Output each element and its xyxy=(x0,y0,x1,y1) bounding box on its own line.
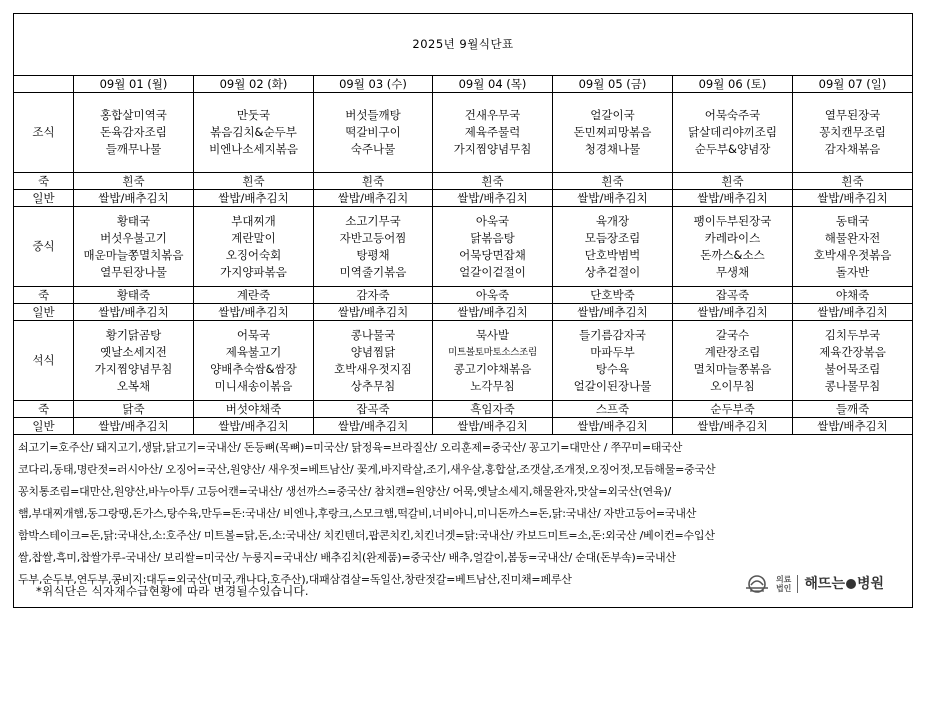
menu-cell xyxy=(793,321,913,401)
regular-meal-cell: 쌀밥/배추김치 xyxy=(314,418,433,435)
regular-meal-cell: 쌀밥/배추김치 xyxy=(74,304,194,321)
dish-item: 소고기무국 xyxy=(345,213,401,228)
date-header: 09월 03 (수) xyxy=(314,76,433,93)
dish-item: 미니새송이볶음 xyxy=(214,378,293,393)
dish-item: 청경채나물 xyxy=(584,142,641,156)
dish-item: 묵사발 xyxy=(475,327,510,342)
dish-item: 숙주나물 xyxy=(350,142,396,156)
date-header: 09월 07 (일) xyxy=(793,76,913,93)
dish-item: 비엔나소세지볶음 xyxy=(209,142,298,156)
menu-cell xyxy=(673,93,793,173)
porridge-cell: 흰죽 xyxy=(673,173,793,190)
date-header-row xyxy=(14,76,913,93)
menu-cell xyxy=(433,321,553,401)
dish-item: 호박새우젓볶음 xyxy=(813,247,892,262)
regular-meal-cell: 쌀밥/배추김치 xyxy=(673,418,793,435)
regular-meal-cell: 쌀밥/배추김치 xyxy=(553,304,673,321)
menu-cell xyxy=(74,321,194,401)
dish-item: 건새우무국 xyxy=(464,108,521,122)
dish-item: 돈육감자조림 xyxy=(100,125,167,139)
dish-item: 모듬장조림 xyxy=(584,230,641,245)
porridge-cell: 들깨죽 xyxy=(793,401,913,418)
lunch-row xyxy=(14,207,913,287)
origin-notes xyxy=(14,435,913,608)
menu-cell xyxy=(194,321,314,401)
dish-item: 팽이두부된장국 xyxy=(693,213,772,228)
dish-item: 상추겉절이 xyxy=(584,264,641,279)
porridge-cell: 흰죽 xyxy=(553,173,673,190)
dish-item: 제육불고기 xyxy=(225,344,282,359)
porridge-cell: 계란죽 xyxy=(194,287,314,304)
regular-meal-cell: 쌀밥/배추김치 xyxy=(793,190,913,207)
dish-item: 육개장 xyxy=(595,213,630,228)
logo-corp-label: 의료 법인 xyxy=(775,575,792,593)
logo-divider xyxy=(797,575,798,593)
meal-label-dinner: 석식 xyxy=(14,321,74,401)
regular-meal-cell: 쌀밥/배추김치 xyxy=(793,304,913,321)
dish-item: 돌자반 xyxy=(835,264,870,279)
origin-note-line: 꽁치통조림=대만산,원양산,바누아투/ 고등어캔=국내산/ 생선까스=중국산/ 참치캔=원양산/ 어묵,옛날소세지,해물완자,맛살=외국산(연육)/ xyxy=(18,485,672,498)
menu-cell xyxy=(314,321,433,401)
menu-cell xyxy=(793,93,913,173)
dish-item: 열무된장국 xyxy=(824,108,881,122)
page-title: 2025년 9월식단표 xyxy=(14,14,913,76)
lunch-porridge-row xyxy=(14,287,913,304)
logo-dot-icon xyxy=(846,579,856,589)
dish-item: 돈까스&소스 xyxy=(700,247,765,262)
dish-item: 단호박범벅 xyxy=(584,247,641,262)
dish-item: 오복채 xyxy=(116,378,151,393)
dish-item: 양념찜닭 xyxy=(350,344,396,359)
dish-item: 얼갈이국 xyxy=(590,108,635,122)
porridge-cell: 잡곡죽 xyxy=(673,287,793,304)
menu-cell xyxy=(673,207,793,287)
breakfast-regular-row xyxy=(14,190,913,207)
dish-item: 탕평채 xyxy=(356,247,390,262)
header-corner xyxy=(14,76,74,93)
dish-item: 오이무침 xyxy=(710,378,755,393)
dinner-porridge-row xyxy=(14,401,913,418)
regular-meal-cell: 쌀밥/배추김치 xyxy=(433,190,553,207)
dish-item: 김치두부국 xyxy=(824,327,881,342)
dish-item: 옛날소세지전 xyxy=(100,344,167,359)
menu-cell xyxy=(553,93,673,173)
meal-label-lunch: 중식 xyxy=(14,207,74,287)
porridge-cell: 흰죽 xyxy=(194,173,314,190)
menu-cell xyxy=(553,207,673,287)
dish-item: 들기름감자국 xyxy=(579,327,646,342)
dish-item: 순두부&양념장 xyxy=(694,142,771,156)
porridge-cell: 흰죽 xyxy=(433,173,553,190)
porridge-label: 죽 xyxy=(14,287,74,304)
dish-item: 아욱국 xyxy=(475,213,510,228)
porridge-label: 죽 xyxy=(14,401,74,418)
porridge-cell: 흰죽 xyxy=(74,173,194,190)
dish-item: 얼갈이된장나물 xyxy=(573,378,652,393)
dish-item: 매운마늘쫑멸치볶음 xyxy=(83,247,184,262)
dish-item: 가지찜양념무침 xyxy=(94,361,173,376)
dish-item: 홍합살미역국 xyxy=(100,108,167,122)
dish-item: 볶음김치&순두부 xyxy=(210,125,297,139)
dish-item: 갈국수 xyxy=(715,327,750,342)
regular-meal-cell: 쌀밥/배추김치 xyxy=(74,418,194,435)
dish-item: 만둣국 xyxy=(236,108,271,122)
dish-item: 미트볼토마토소스조림 xyxy=(448,346,537,358)
regular-meal-cell: 쌀밥/배추김치 xyxy=(553,190,673,207)
dish-item: 마파두부 xyxy=(590,344,635,359)
dish-item: 콩나물무침 xyxy=(824,378,881,393)
dish-item: 상추무침 xyxy=(350,378,396,393)
regular-meal-cell: 쌀밥/배추김치 xyxy=(793,418,913,435)
regular-meal-cell: 쌀밥/배추김치 xyxy=(74,190,194,207)
date-header: 09월 01 (월) xyxy=(74,76,194,93)
breakfast-porridge-row xyxy=(14,173,913,190)
origin-note-line: 쌀,찹쌀,흑미,찹쌀가루-국내산/ 보리쌀=미국산/ 누룽지=국내산/ 배추김치(완제품)=중국산/ 배추,얼갈이,봄동=국내산/ 순대(돈부속)=국내산 xyxy=(18,551,676,564)
dish-item: 어묵국 xyxy=(236,327,271,342)
footnote: *위식단은 식자재수급현황에 따라 변경될수있습니다. xyxy=(36,584,309,598)
porridge-cell: 순두부죽 xyxy=(673,401,793,418)
origin-note-line: 두부,순두부,연두부,콩비지:대두=외국산(미국,캐나다,호주산),대패삼겹살=독일산,창란젓갈=베트남산,진미채=페루산 xyxy=(18,573,572,586)
porridge-label: 죽 xyxy=(14,173,74,190)
porridge-cell: 흰죽 xyxy=(314,173,433,190)
dish-item: 멸치마늘쫑볶음 xyxy=(693,361,772,376)
menu-sheet xyxy=(13,13,912,693)
origin-note-line: 함박스테이크=돈,닭:국내산,소:호주산/ 미트볼=닭,돈,소:국내산/ 치킨텐더,팝콘치킨,치킨너겟=닭:국내산/ 카보드미트=소,돈:외국산 /베이컨=수입산 xyxy=(18,529,715,542)
dish-item: 부대찌개 xyxy=(231,213,276,228)
dish-item: 탕수육 xyxy=(595,361,630,376)
porridge-cell: 스프죽 xyxy=(553,401,673,418)
dish-item: 콩고기야채볶음 xyxy=(453,361,532,376)
porridge-cell: 단호박죽 xyxy=(553,287,673,304)
porridge-cell: 아욱죽 xyxy=(433,287,553,304)
regular-meal-cell: 쌀밥/배추김치 xyxy=(194,418,314,435)
porridge-cell: 흰죽 xyxy=(793,173,913,190)
menu-cell xyxy=(194,207,314,287)
regular-meal-cell: 쌀밥/배추김치 xyxy=(314,190,433,207)
dish-item: 가지양파볶음 xyxy=(220,264,287,279)
dinner-row xyxy=(14,321,913,401)
menu-cell xyxy=(314,93,433,173)
regular-meal-cell: 쌀밥/배추김치 xyxy=(433,418,553,435)
porridge-cell: 야채죽 xyxy=(793,287,913,304)
breakfast-row xyxy=(14,93,913,173)
date-header: 09월 06 (토) xyxy=(673,76,793,93)
dish-item: 어묵당면잡채 xyxy=(459,247,526,262)
dish-item: 카레라이스 xyxy=(704,230,761,245)
porridge-cell: 감자죽 xyxy=(314,287,433,304)
regular-meal-cell: 쌀밥/배추김치 xyxy=(673,190,793,207)
dish-item: 불어묵조림 xyxy=(824,361,881,376)
origin-note-line: 햄,부대찌개햄,동그랑땡,돈가스,탕수육,만두=돈:국내산/ 비엔나,후랑크,스모크햄,떡갈비,너비아니,미니돈까스=돈,닭:국내산/ 자반고등어=국내산 xyxy=(18,507,697,520)
dish-item: 호박새우젓지짐 xyxy=(334,361,412,376)
meal-label-breakfast: 조식 xyxy=(14,93,74,173)
regular-meal-cell: 쌀밥/배추김치 xyxy=(194,190,314,207)
logo-name: 해뜨는 병원 xyxy=(804,575,885,592)
menu-cell xyxy=(793,207,913,287)
dish-item: 해물완자전 xyxy=(824,230,881,245)
menu-table xyxy=(13,13,913,608)
regular-meal-cell: 쌀밥/배추김치 xyxy=(553,418,673,435)
dish-item: 꽁치캔무조림 xyxy=(819,125,886,139)
date-header: 09월 05 (금) xyxy=(553,76,673,93)
dinner-regular-row xyxy=(14,418,913,435)
porridge-cell: 흑임자죽 xyxy=(433,401,553,418)
dish-item: 버섯들깨탕 xyxy=(345,108,401,122)
dish-item: 동태국 xyxy=(835,213,870,228)
dish-item: 계란장조림 xyxy=(704,344,761,359)
menu-cell xyxy=(673,321,793,401)
origin-note-line: 쇠고기=호주산/ 돼지고기,생닭,닭고기=국내산/ 돈등뼈(목뼈)=미국산/ 닭정육=브라질산/ 오리훈제=중국산/ 꽁고기=대만산 / 쭈꾸미=태국산 xyxy=(18,441,683,454)
date-header: 09월 04 (목) xyxy=(433,76,553,93)
dish-item: 콩나물국 xyxy=(350,327,396,342)
menu-cell xyxy=(74,207,194,287)
dish-item: 들깨무나물 xyxy=(105,142,162,156)
menu-cell xyxy=(433,93,553,173)
dish-item: 노각무침 xyxy=(470,378,515,393)
dish-item: 떡갈비구이 xyxy=(345,125,401,139)
origin-notes-list xyxy=(18,437,912,591)
porridge-cell: 닭죽 xyxy=(74,401,194,418)
regular-label: 일반 xyxy=(14,304,74,321)
dish-item: 버섯우불고기 xyxy=(100,230,167,245)
dish-item: 무생채 xyxy=(715,264,750,279)
dish-item: 양배추숙쌈&쌈장 xyxy=(210,361,297,376)
menu-cell xyxy=(553,321,673,401)
dish-item: 감자채볶음 xyxy=(824,142,881,156)
dish-item: 오징어숙회 xyxy=(225,247,282,262)
origin-note-line: 코다리,동태,명란젓=러시아산/ 오징어=국산,원양산/ 새우젓=베트남산/ 꽃게,바지락살,조기,새우살,홍합살,조갯살,조개젓,오징어젓,모듬해물=중국산 xyxy=(18,463,716,476)
dish-item: 어묵숙주국 xyxy=(704,108,761,122)
dish-item: 닭볶음탕 xyxy=(470,230,515,245)
dish-item: 가지찜양념무침 xyxy=(453,142,532,156)
menu-cell xyxy=(314,207,433,287)
regular-label: 일반 xyxy=(14,418,74,435)
dish-item: 닭살데리야끼조림 xyxy=(688,125,777,139)
lunch-regular-row xyxy=(14,304,913,321)
dish-item: 얼갈이겉절이 xyxy=(459,264,526,279)
porridge-cell: 황태죽 xyxy=(74,287,194,304)
dish-item: 미역줄기볶음 xyxy=(339,264,407,279)
dish-item: 제육주물럭 xyxy=(464,125,521,139)
regular-meal-cell: 쌀밥/배추김치 xyxy=(314,304,433,321)
dish-item: 황기닭곰탕 xyxy=(105,327,162,342)
menu-cell xyxy=(194,93,314,173)
regular-meal-cell: 쌀밥/배추김치 xyxy=(433,304,553,321)
hospital-logo-icon xyxy=(742,574,772,594)
hospital-logo xyxy=(742,574,884,594)
regular-label: 일반 xyxy=(14,190,74,207)
porridge-cell: 버섯야채죽 xyxy=(194,401,314,418)
regular-meal-cell: 쌀밥/배추김치 xyxy=(194,304,314,321)
porridge-cell: 잡곡죽 xyxy=(314,401,433,418)
dish-item: 자반고등어찜 xyxy=(339,230,407,245)
dish-item: 계란말이 xyxy=(231,230,276,245)
dish-item: 제육간장볶음 xyxy=(819,344,886,359)
menu-cell xyxy=(74,93,194,173)
dish-item: 열무된장나물 xyxy=(100,264,167,279)
date-header: 09월 02 (화) xyxy=(194,76,314,93)
dish-item: 돈민찌피망볶음 xyxy=(573,125,652,139)
menu-cell xyxy=(433,207,553,287)
regular-meal-cell: 쌀밥/배추김치 xyxy=(673,304,793,321)
dish-item: 황태국 xyxy=(116,213,151,228)
